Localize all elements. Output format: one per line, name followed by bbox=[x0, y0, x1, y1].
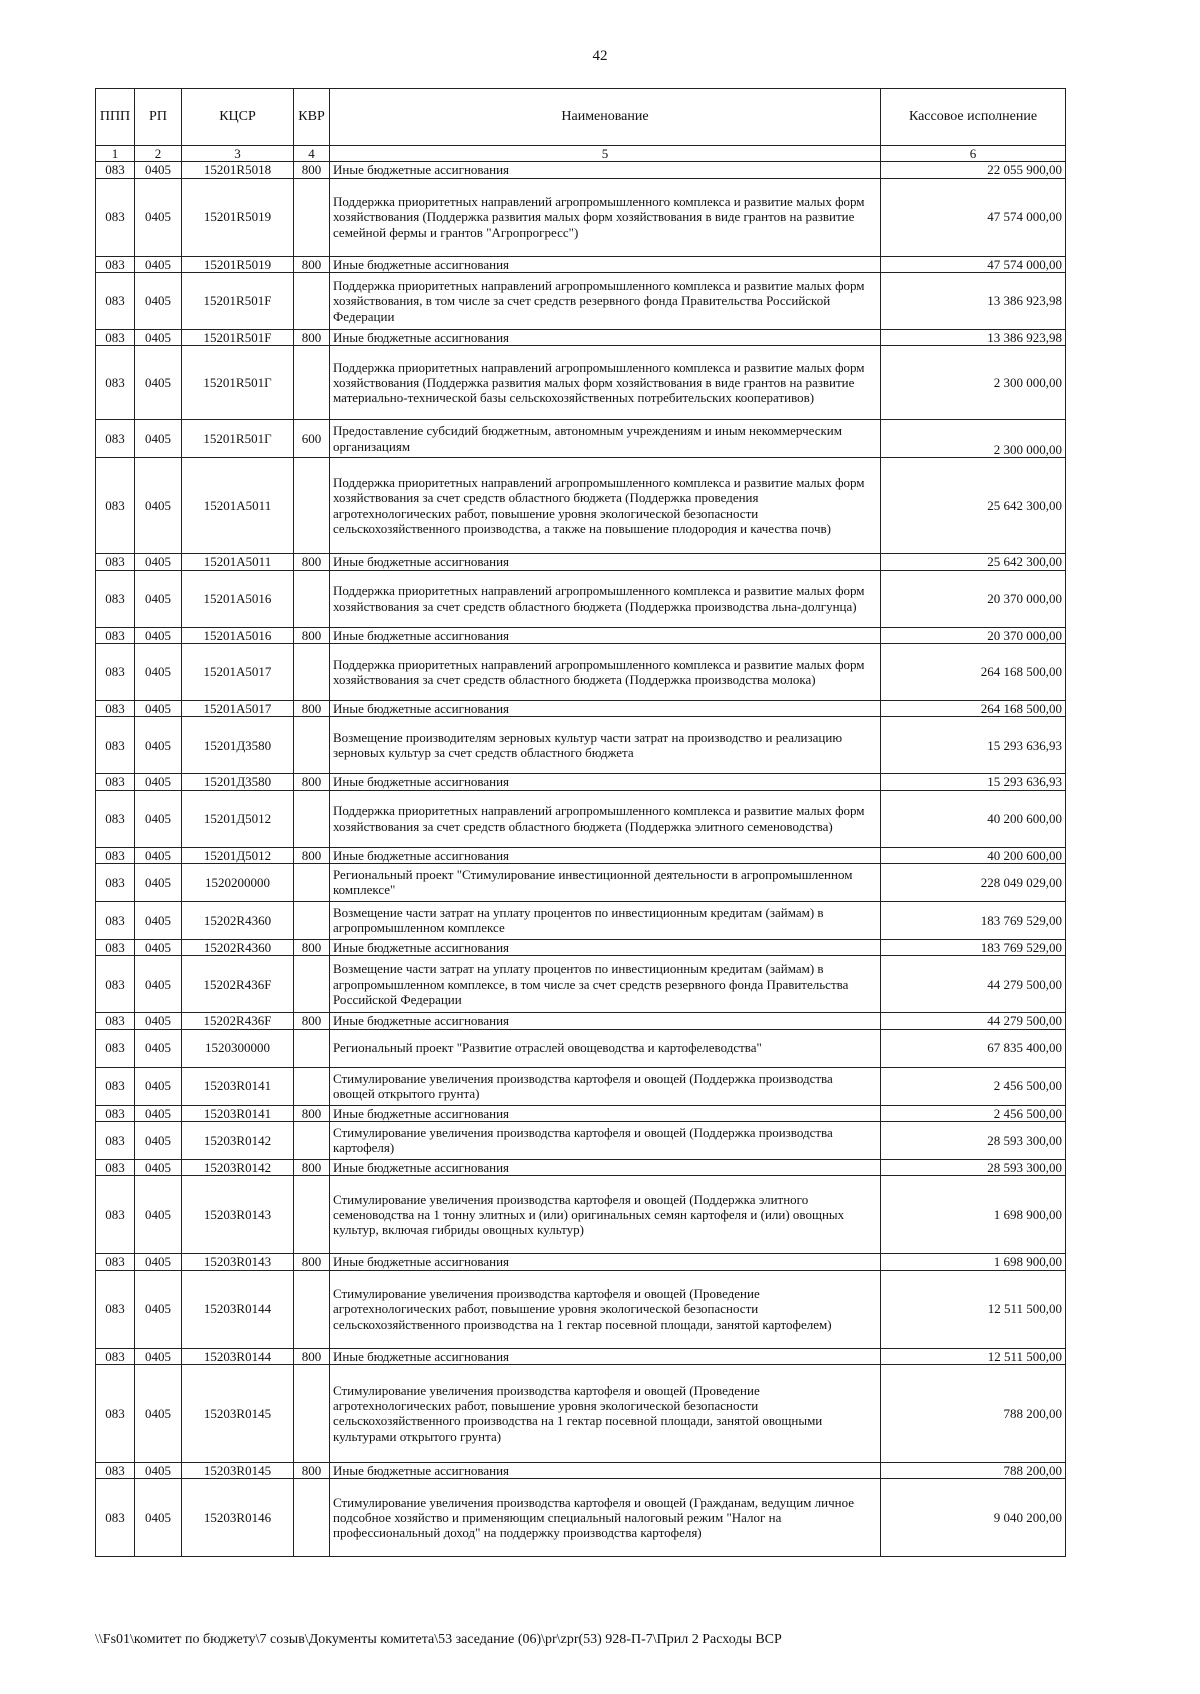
cell-amount: 20 370 000,00 bbox=[881, 570, 1066, 627]
cell-amount: 183 769 529,00 bbox=[881, 939, 1066, 955]
table-body bbox=[96, 162, 1066, 1557]
cell-ppp: 083 bbox=[96, 1254, 135, 1270]
cell-ppp: 083 bbox=[96, 1159, 135, 1175]
cell-name: Поддержка приоритетных направлений агропромышленного комплекса и развитие малых форм хозяйствования за счет средств областного бюджета (Поддержка элитного семеноводства) bbox=[330, 790, 881, 847]
cell-name: Иные бюджетные ассигнования bbox=[330, 774, 881, 790]
cell-ppp: 083 bbox=[96, 863, 135, 901]
cell-name: Иные бюджетные ассигнования bbox=[330, 256, 881, 272]
cell-kvr: 800 bbox=[294, 1462, 330, 1478]
cell-amount: 15 293 636,93 bbox=[881, 774, 1066, 790]
cell-rp: 0405 bbox=[135, 162, 182, 178]
table-row bbox=[96, 420, 1066, 458]
cell-ppp: 083 bbox=[96, 1176, 135, 1254]
cell-name: Иные бюджетные ассигнования bbox=[330, 1013, 881, 1029]
table-row bbox=[96, 1348, 1066, 1364]
cell-kcsr: 15203R0144 bbox=[182, 1348, 294, 1364]
table-row bbox=[96, 1013, 1066, 1029]
cell-kcsr: 1520200000 bbox=[182, 863, 294, 901]
cell-ppp: 083 bbox=[96, 790, 135, 847]
cell-kvr bbox=[294, 1029, 330, 1067]
cell-amount: 264 168 500,00 bbox=[881, 700, 1066, 716]
cell-kvr: 800 bbox=[294, 1348, 330, 1364]
cell-ppp: 083 bbox=[96, 1029, 135, 1067]
cell-name: Иные бюджетные ассигнования bbox=[330, 1254, 881, 1270]
cell-kcsr: 15203R0141 bbox=[182, 1067, 294, 1105]
cell-ppp: 083 bbox=[96, 643, 135, 700]
cell-kvr bbox=[294, 1067, 330, 1105]
cell-kcsr: 15201Д3580 bbox=[182, 774, 294, 790]
cell-name: Предоставление субсидий бюджетным, автономным учреждениям и иным некоммерческим организациям bbox=[330, 420, 881, 458]
cell-kvr: 800 bbox=[294, 256, 330, 272]
cell-kvr bbox=[294, 956, 330, 1013]
cell-rp: 0405 bbox=[135, 458, 182, 554]
cell-ppp: 083 bbox=[96, 901, 135, 939]
cell-ppp: 083 bbox=[96, 554, 135, 570]
cell-kvr: 800 bbox=[294, 1254, 330, 1270]
cell-ppp: 083 bbox=[96, 256, 135, 272]
cell-kcsr: 15203R0145 bbox=[182, 1364, 294, 1462]
header-kcsr: КЦСР bbox=[182, 89, 294, 146]
cell-ppp: 083 bbox=[96, 570, 135, 627]
cell-name: Поддержка приоритетных направлений агропромышленного комплекса и развитие малых форм хозяйствования (Поддержка развития малых форм хозяйствования в виде грантов на развитие семейной фермы и грантов "Агропрогресс") bbox=[330, 178, 881, 256]
cell-kcsr: 15201A5011 bbox=[182, 458, 294, 554]
table-row bbox=[96, 570, 1066, 627]
cell-kvr bbox=[294, 346, 330, 420]
cell-rp: 0405 bbox=[135, 420, 182, 458]
cell-name: Возмещение части затрат на уплату процентов по инвестиционным кредитам (займам) в агропромышленном комплексе bbox=[330, 901, 881, 939]
cell-rp: 0405 bbox=[135, 901, 182, 939]
cell-kvr: 800 bbox=[294, 774, 330, 790]
cell-kvr: 800 bbox=[294, 1013, 330, 1029]
cell-kcsr: 15201A5016 bbox=[182, 627, 294, 643]
cell-rp: 0405 bbox=[135, 570, 182, 627]
cell-ppp: 083 bbox=[96, 272, 135, 329]
cell-kcsr: 15201Д5012 bbox=[182, 847, 294, 863]
cell-amount: 2 300 000,00 bbox=[881, 420, 1066, 458]
cell-amount: 13 386 923,98 bbox=[881, 272, 1066, 329]
cell-kcsr: 15201A5016 bbox=[182, 570, 294, 627]
cell-rp: 0405 bbox=[135, 1029, 182, 1067]
cell-ppp: 083 bbox=[96, 700, 135, 716]
cell-kvr: 800 bbox=[294, 847, 330, 863]
cell-name: Иные бюджетные ассигнования bbox=[330, 554, 881, 570]
header-amount: Кассовое исполнение bbox=[881, 89, 1066, 146]
cell-kvr bbox=[294, 458, 330, 554]
column-number: 1 bbox=[96, 146, 135, 162]
cell-amount: 2 456 500,00 bbox=[881, 1067, 1066, 1105]
cell-rp: 0405 bbox=[135, 939, 182, 955]
cell-kvr bbox=[294, 272, 330, 329]
cell-rp: 0405 bbox=[135, 1364, 182, 1462]
cell-amount: 28 593 300,00 bbox=[881, 1159, 1066, 1175]
cell-kcsr: 15201R501Г bbox=[182, 420, 294, 458]
cell-ppp: 083 bbox=[96, 717, 135, 774]
cell-name: Поддержка приоритетных направлений агропромышленного комплекса и развитие малых форм хозяйствования (Поддержка развития малых форм хозяйствования в виде грантов на развитие материально-технической базы сельскохозяйственных потребительских кооперативов) bbox=[330, 346, 881, 420]
cell-name: Иные бюджетные ассигнования bbox=[330, 939, 881, 955]
cell-ppp: 083 bbox=[96, 1013, 135, 1029]
cell-kvr bbox=[294, 863, 330, 901]
cell-rp: 0405 bbox=[135, 1013, 182, 1029]
cell-name: Иные бюджетные ассигнования bbox=[330, 162, 881, 178]
cell-kvr: 800 bbox=[294, 700, 330, 716]
cell-kvr: 800 bbox=[294, 627, 330, 643]
table-row bbox=[96, 1462, 1066, 1478]
cell-amount: 2 300 000,00 bbox=[881, 346, 1066, 420]
cell-rp: 0405 bbox=[135, 178, 182, 256]
cell-rp: 0405 bbox=[135, 863, 182, 901]
table-row bbox=[96, 1121, 1066, 1159]
footer-file-path: \\Fs01\комитет по бюджету\7 созыв\Документы комитета\53 заседание (06)\pr\zpr(53) 928-П-7\Прил 2 Расходы ВСР bbox=[95, 1632, 782, 1647]
table-row bbox=[96, 329, 1066, 345]
cell-name: Возмещение части затрат на уплату процентов по инвестиционным кредитам (займам) в агропромышленном комплексе, в том числе за счет средств резервного фонда Правительства Российской Федерации bbox=[330, 956, 881, 1013]
cell-kvr: 800 bbox=[294, 1105, 330, 1121]
cell-kcsr: 15203R0143 bbox=[182, 1254, 294, 1270]
cell-amount: 1 698 900,00 bbox=[881, 1254, 1066, 1270]
cell-name: Иные бюджетные ассигнования bbox=[330, 700, 881, 716]
cell-amount: 40 200 600,00 bbox=[881, 847, 1066, 863]
table-row bbox=[96, 1029, 1066, 1067]
cell-name: Стимулирование увеличения производства картофеля и овощей (Проведение агротехнологических работ, повышение уровня экологической безопасности сельскохозяйственного производства на 1 гектар посевной площади, занятой картофелем) bbox=[330, 1270, 881, 1348]
cell-amount: 40 200 600,00 bbox=[881, 790, 1066, 847]
cell-amount: 28 593 300,00 bbox=[881, 1121, 1066, 1159]
table-row bbox=[96, 1105, 1066, 1121]
cell-amount: 9 040 200,00 bbox=[881, 1479, 1066, 1557]
cell-rp: 0405 bbox=[135, 956, 182, 1013]
cell-kcsr: 15201R5018 bbox=[182, 162, 294, 178]
cell-rp: 0405 bbox=[135, 1254, 182, 1270]
cell-amount: 12 511 500,00 bbox=[881, 1348, 1066, 1364]
cell-rp: 0405 bbox=[135, 790, 182, 847]
cell-amount: 788 200,00 bbox=[881, 1364, 1066, 1462]
cell-rp: 0405 bbox=[135, 1105, 182, 1121]
cell-amount: 1 698 900,00 bbox=[881, 1176, 1066, 1254]
cell-rp: 0405 bbox=[135, 329, 182, 345]
cell-rp: 0405 bbox=[135, 1348, 182, 1364]
cell-ppp: 083 bbox=[96, 1270, 135, 1348]
cell-amount: 47 574 000,00 bbox=[881, 256, 1066, 272]
table-row bbox=[96, 717, 1066, 774]
cell-amount: 44 279 500,00 bbox=[881, 956, 1066, 1013]
cell-rp: 0405 bbox=[135, 272, 182, 329]
column-number: 5 bbox=[330, 146, 881, 162]
cell-kcsr: 15202R436F bbox=[182, 1013, 294, 1029]
cell-kcsr: 15201A5017 bbox=[182, 643, 294, 700]
cell-name: Иные бюджетные ассигнования bbox=[330, 1105, 881, 1121]
cell-name: Поддержка приоритетных направлений агропромышленного комплекса и развитие малых форм хозяйствования за счет средств областного бюджета (Поддержка производства льна-долгунца) bbox=[330, 570, 881, 627]
table-row bbox=[96, 1479, 1066, 1557]
cell-rp: 0405 bbox=[135, 1462, 182, 1478]
table-row bbox=[96, 939, 1066, 955]
cell-kcsr: 15201R5019 bbox=[182, 178, 294, 256]
header-name: Наименование bbox=[330, 89, 881, 146]
cell-kvr bbox=[294, 1479, 330, 1557]
cell-kcsr: 15201Д3580 bbox=[182, 717, 294, 774]
cell-kcsr: 15203R0142 bbox=[182, 1121, 294, 1159]
cell-amount: 20 370 000,00 bbox=[881, 627, 1066, 643]
cell-amount: 788 200,00 bbox=[881, 1462, 1066, 1478]
table-header-row bbox=[96, 89, 1066, 146]
cell-ppp: 083 bbox=[96, 458, 135, 554]
cell-name: Стимулирование увеличения производства картофеля и овощей (Поддержка производства овощей открытого грунта) bbox=[330, 1067, 881, 1105]
table-row bbox=[96, 256, 1066, 272]
cell-rp: 0405 bbox=[135, 774, 182, 790]
cell-rp: 0405 bbox=[135, 256, 182, 272]
cell-name: Иные бюджетные ассигнования bbox=[330, 847, 881, 863]
budget-table bbox=[95, 88, 1066, 1557]
cell-kcsr: 1520300000 bbox=[182, 1029, 294, 1067]
column-number-row bbox=[96, 146, 1066, 162]
cell-rp: 0405 bbox=[135, 1176, 182, 1254]
cell-ppp: 083 bbox=[96, 178, 135, 256]
cell-kcsr: 15201A5017 bbox=[182, 700, 294, 716]
cell-rp: 0405 bbox=[135, 1067, 182, 1105]
cell-kcsr: 15202R4360 bbox=[182, 901, 294, 939]
table-row bbox=[96, 790, 1066, 847]
cell-ppp: 083 bbox=[96, 1462, 135, 1478]
cell-kcsr: 15201R501Г bbox=[182, 346, 294, 420]
cell-ppp: 083 bbox=[96, 627, 135, 643]
column-number: 2 bbox=[135, 146, 182, 162]
column-number: 6 bbox=[881, 146, 1066, 162]
cell-rp: 0405 bbox=[135, 1121, 182, 1159]
cell-rp: 0405 bbox=[135, 717, 182, 774]
cell-name: Возмещение производителям зерновых культур части затрат на производство и реализацию зерновых культур за счет средств областного бюджета bbox=[330, 717, 881, 774]
cell-kvr bbox=[294, 1176, 330, 1254]
cell-amount: 67 835 400,00 bbox=[881, 1029, 1066, 1067]
table-row bbox=[96, 162, 1066, 178]
cell-amount: 2 456 500,00 bbox=[881, 1105, 1066, 1121]
cell-kcsr: 15202R4360 bbox=[182, 939, 294, 955]
table-row bbox=[96, 643, 1066, 700]
cell-name: Поддержка приоритетных направлений агропромышленного комплекса и развитие малых форм хозяйствования за счет средств областного бюджета (Поддержка производства молока) bbox=[330, 643, 881, 700]
cell-amount: 44 279 500,00 bbox=[881, 1013, 1066, 1029]
cell-name: Иные бюджетные ассигнования bbox=[330, 627, 881, 643]
cell-rp: 0405 bbox=[135, 554, 182, 570]
cell-rp: 0405 bbox=[135, 643, 182, 700]
cell-kvr: 800 bbox=[294, 329, 330, 345]
cell-name: Региональный проект "Стимулирование инвестиционной деятельности в агропромышленном комплексе" bbox=[330, 863, 881, 901]
cell-amount: 13 386 923,98 bbox=[881, 329, 1066, 345]
cell-kcsr: 15201R501F bbox=[182, 272, 294, 329]
cell-rp: 0405 bbox=[135, 1479, 182, 1557]
cell-ppp: 083 bbox=[96, 956, 135, 1013]
column-number: 3 bbox=[182, 146, 294, 162]
table-row bbox=[96, 178, 1066, 256]
cell-amount: 22 055 900,00 bbox=[881, 162, 1066, 178]
cell-kcsr: 15203R0141 bbox=[182, 1105, 294, 1121]
table-row bbox=[96, 700, 1066, 716]
cell-rp: 0405 bbox=[135, 346, 182, 420]
cell-kcsr: 15203R0145 bbox=[182, 1462, 294, 1478]
cell-kvr: 800 bbox=[294, 1159, 330, 1175]
cell-rp: 0405 bbox=[135, 847, 182, 863]
cell-ppp: 083 bbox=[96, 1479, 135, 1557]
cell-kcsr: 15203R0146 bbox=[182, 1479, 294, 1557]
cell-kcsr: 15201Д5012 bbox=[182, 790, 294, 847]
cell-kcsr: 15203R0143 bbox=[182, 1176, 294, 1254]
cell-kvr: 800 bbox=[294, 939, 330, 955]
cell-kvr bbox=[294, 178, 330, 256]
table-row bbox=[96, 901, 1066, 939]
table-row bbox=[96, 1176, 1066, 1254]
cell-rp: 0405 bbox=[135, 627, 182, 643]
cell-name: Стимулирование увеличения производства картофеля и овощей (Проведение агротехнологических работ, повышение уровня экологической безопасности сельскохозяйственного производства на 1 гектар посевной площади, занятой овощными культурами открытого грунта) bbox=[330, 1364, 881, 1462]
cell-ppp: 083 bbox=[96, 939, 135, 955]
cell-name: Иные бюджетные ассигнования bbox=[330, 1462, 881, 1478]
table-row bbox=[96, 956, 1066, 1013]
cell-kvr: 800 bbox=[294, 162, 330, 178]
cell-amount: 183 769 529,00 bbox=[881, 901, 1066, 939]
cell-ppp: 083 bbox=[96, 329, 135, 345]
table-row bbox=[96, 774, 1066, 790]
cell-name: Региональный проект "Развитие отраслей овощеводства и картофелеводства" bbox=[330, 1029, 881, 1067]
cell-amount: 12 511 500,00 bbox=[881, 1270, 1066, 1348]
cell-kvr bbox=[294, 1364, 330, 1462]
table-row bbox=[96, 1254, 1066, 1270]
cell-ppp: 083 bbox=[96, 162, 135, 178]
cell-kcsr: 15203R0144 bbox=[182, 1270, 294, 1348]
cell-amount: 264 168 500,00 bbox=[881, 643, 1066, 700]
cell-ppp: 083 bbox=[96, 1105, 135, 1121]
table-row bbox=[96, 847, 1066, 863]
cell-name: Иные бюджетные ассигнования bbox=[330, 1159, 881, 1175]
cell-ppp: 083 bbox=[96, 847, 135, 863]
header-rp: РП bbox=[135, 89, 182, 146]
table-row bbox=[96, 863, 1066, 901]
cell-kvr bbox=[294, 901, 330, 939]
cell-kvr bbox=[294, 717, 330, 774]
table-row bbox=[96, 1159, 1066, 1175]
cell-kvr bbox=[294, 643, 330, 700]
cell-ppp: 083 bbox=[96, 1364, 135, 1462]
cell-rp: 0405 bbox=[135, 1270, 182, 1348]
cell-kvr bbox=[294, 1270, 330, 1348]
cell-ppp: 083 bbox=[96, 1121, 135, 1159]
table-row bbox=[96, 1270, 1066, 1348]
cell-ppp: 083 bbox=[96, 346, 135, 420]
column-number: 4 bbox=[294, 146, 330, 162]
cell-name: Иные бюджетные ассигнования bbox=[330, 1348, 881, 1364]
table-row bbox=[96, 1364, 1066, 1462]
cell-kcsr: 15201A5011 bbox=[182, 554, 294, 570]
table-row bbox=[96, 554, 1066, 570]
cell-kcsr: 15201R501F bbox=[182, 329, 294, 345]
cell-kvr: 800 bbox=[294, 554, 330, 570]
cell-amount: 228 049 029,00 bbox=[881, 863, 1066, 901]
cell-ppp: 083 bbox=[96, 774, 135, 790]
cell-ppp: 083 bbox=[96, 420, 135, 458]
cell-kvr bbox=[294, 570, 330, 627]
table-row bbox=[96, 346, 1066, 420]
table-row bbox=[96, 1067, 1066, 1105]
cell-name: Поддержка приоритетных направлений агропромышленного комплекса и развитие малых форм хозяйствования за счет средств областного бюджета (Поддержка проведения агротехнологических работ, повышение уровня экологической безопасности сельскохозяйственного производства, а также на повышение плодородия и качества почв) bbox=[330, 458, 881, 554]
page-number: 42 bbox=[592, 48, 608, 64]
cell-name: Иные бюджетные ассигнования bbox=[330, 329, 881, 345]
cell-rp: 0405 bbox=[135, 700, 182, 716]
cell-kcsr: 15202R436F bbox=[182, 956, 294, 1013]
header-kvr: КВР bbox=[294, 89, 330, 146]
cell-name: Стимулирование увеличения производства картофеля и овощей (Поддержка производства картофеля) bbox=[330, 1121, 881, 1159]
cell-amount: 47 574 000,00 bbox=[881, 178, 1066, 256]
cell-ppp: 083 bbox=[96, 1348, 135, 1364]
cell-amount: 25 642 300,00 bbox=[881, 458, 1066, 554]
cell-rp: 0405 bbox=[135, 1159, 182, 1175]
cell-name: Поддержка приоритетных направлений агропромышленного комплекса и развитие малых форм хозяйствования, в том числе за счет средств резервного фонда Правительства Российской Федерации bbox=[330, 272, 881, 329]
table-row bbox=[96, 458, 1066, 554]
cell-kvr: 600 bbox=[294, 420, 330, 458]
table-row bbox=[96, 272, 1066, 329]
cell-amount: 15 293 636,93 bbox=[881, 717, 1066, 774]
cell-name: Стимулирование увеличения производства картофеля и овощей (Гражданам, ведущим личное подсобное хозяйство и применяющим специальный налоговый режим "Налог на профессиональный доход" на поддержку производства картофеля) bbox=[330, 1479, 881, 1557]
cell-ppp: 083 bbox=[96, 1067, 135, 1105]
cell-kvr bbox=[294, 1121, 330, 1159]
cell-kcsr: 15203R0142 bbox=[182, 1159, 294, 1175]
cell-name: Стимулирование увеличения производства картофеля и овощей (Поддержка элитного семеноводства на 1 тонну элитных и (или) оригинальных семян картофеля и (или) овощных культур, включая гибриды овощных культур) bbox=[330, 1176, 881, 1254]
table-row bbox=[96, 627, 1066, 643]
cell-amount: 25 642 300,00 bbox=[881, 554, 1066, 570]
header-ppp: ППП bbox=[96, 89, 135, 146]
cell-kvr bbox=[294, 790, 330, 847]
cell-kcsr: 15201R5019 bbox=[182, 256, 294, 272]
